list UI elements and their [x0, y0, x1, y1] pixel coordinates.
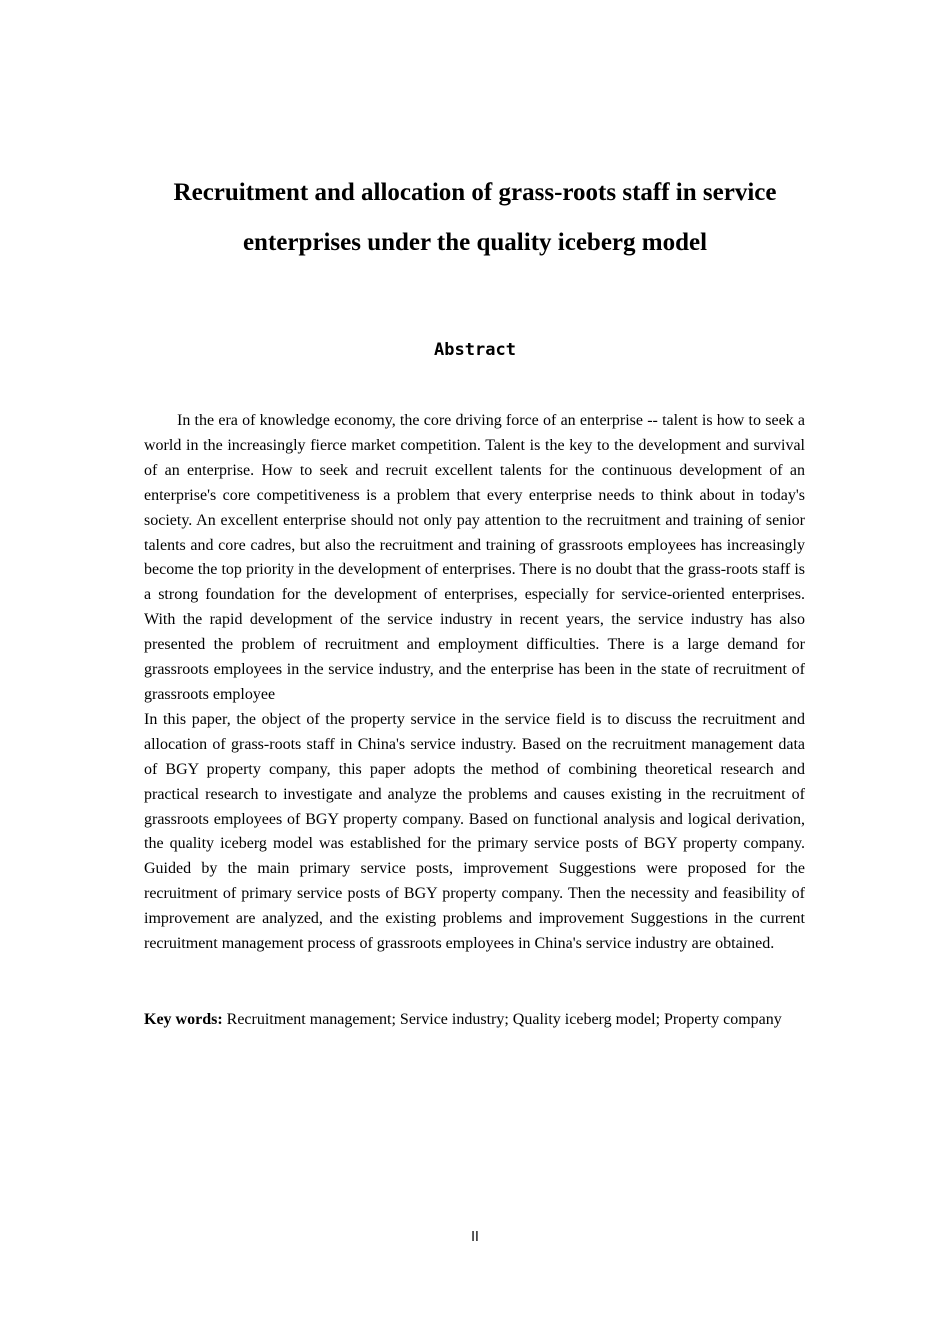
abstract-paragraph-1: In the era of knowledge economy, the core driving force of an enterprise -- talent is how to seek a world in the increasingly fierce market competition. Talent is the key to the development and survival of an enterprise. How to seek and recruit excellent talents for the continuous development of an enterprise's core competitiveness is a problem that every enterprise needs to think about in today's society. An excellent enterprise should not only pay attention to the recruitment and training of senior talents and core cadres, but also the recruitment and training of grassroots employees has increasingly become the top priority in the development of enterprises. There is no doubt that the grass-roots staff is a strong foundation for the development of enterprises, especially for service-oriented enterprises. With the rapid development of the service industry in recent years, the service industry has also presented the problem of recruitment and employment difficulties. There is a large demand for grassroots employees in the service industry, and the enterprise has been in the state of recruitment of grassroots employee [144, 412, 805, 703]
keywords [144, 1007, 805, 1033]
abstract-paragraph-2: In this paper, the object of the property service in the service field is to discuss the recruitment and allocation of grass-roots staff in China's service industry. Based on the recruitment management data of BGY property company, this paper adopts the method of combining theoretical research and practical research to investigate and analyze the problems and causes existing in the recruitment of grassroots employees of BGY property company. Based on functional analysis and logical derivation, the quality iceberg model was established for the primary service posts of BGY property company. Guided by the main primary service posts, improvement Suggestions were proposed for the recruitment of primary service posts of BGY property company. Then the necessity and feasibility of improvement are analyzed, and the existing problems and improvement Suggestions in the current recruitment management process of grassroots employees in China's service industry are obtained. [144, 710, 805, 953]
title-line-1: Recruitment and allocation of grass-roots staff in service [173, 179, 777, 206]
title-line-2: enterprises under the quality iceberg model [242, 229, 708, 256]
paper-title [100, 168, 850, 268]
abstract-heading: Abstract [434, 340, 516, 360]
keywords-text: Recruitment management; Service industry; Quality iceberg model; Property company [226, 1011, 782, 1028]
page-number: II [471, 1230, 479, 1245]
keywords-label: Key words: [144, 1011, 223, 1028]
abstract-body [144, 409, 805, 957]
